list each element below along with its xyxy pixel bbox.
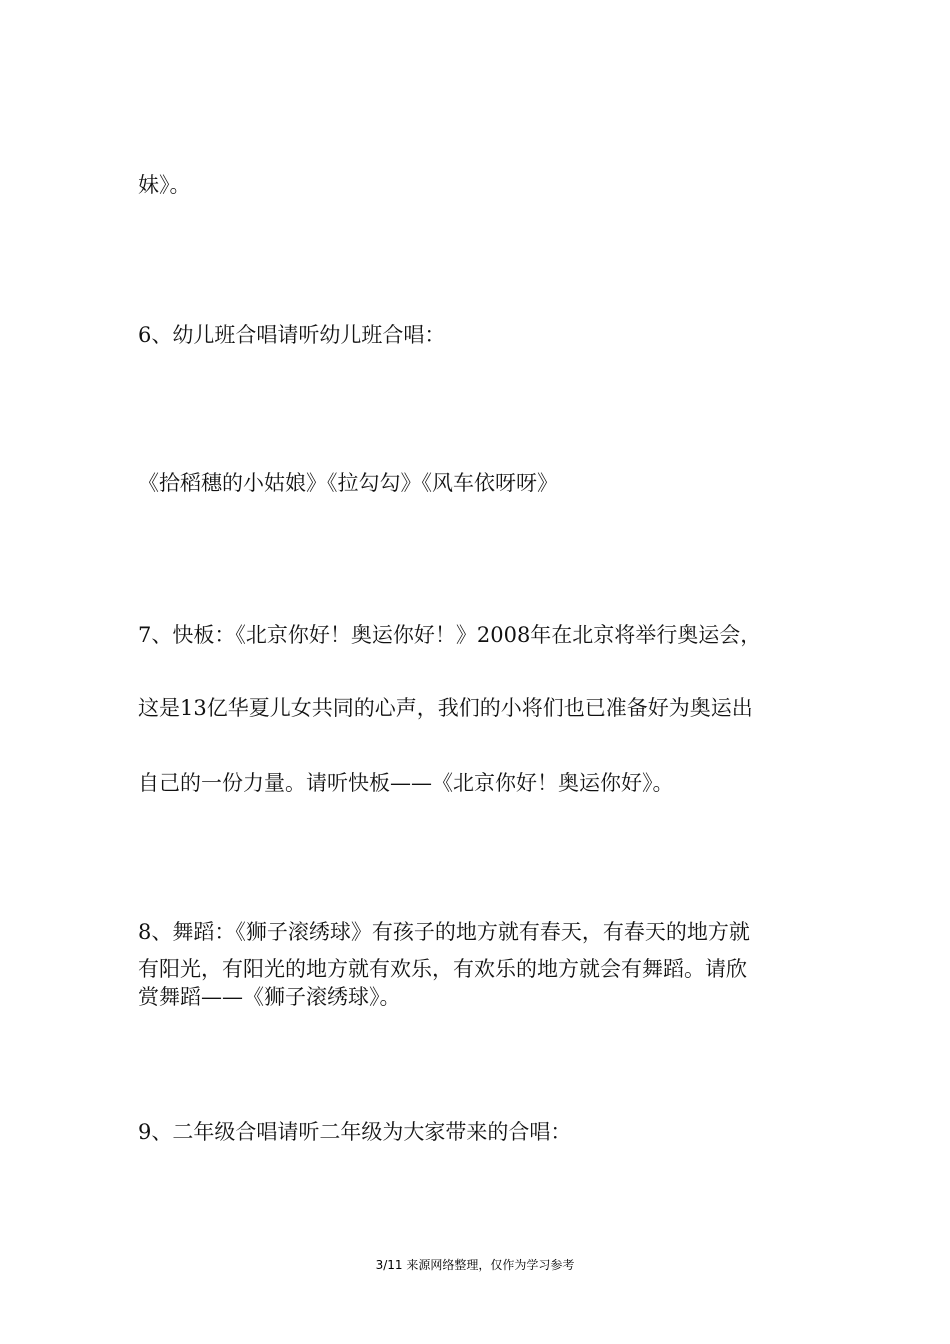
page-footer: 3/11 来源网络整理，仅作为学习参考 [375, 1258, 575, 1272]
text-line-item-9: 9、二年级合唱请听二年级为大家带来的合唱： [138, 1120, 572, 1144]
text-line-item-7: 7、快板：《北京你好！奥运你好！》2008年在北京将举行奥运会， [138, 623, 762, 647]
text-line-item-7-cont-2: 自己的一份力量。请听快板——《北京你好！奥运你好》。 [138, 771, 674, 795]
text-line-item-6: 6、幼儿班合唱请听幼儿班合唱： [138, 323, 446, 347]
text-line-continuation: 妹》。 [138, 173, 191, 197]
text-line-item-8-cont-1: 有阳光，有阳光的地方就有欢乐，有欢乐的地方就会有舞蹈。请欣 [138, 957, 747, 981]
text-line-item-7-cont-1: 这是13亿华夏儿女共同的心声，我们的小将们也已准备好为奥运出 [138, 696, 753, 720]
text-line-item-8-cont-2: 赏舞蹈——《狮子滚绣球》。 [138, 985, 401, 1009]
text-line-item-8: 8、舞蹈：《狮子滚绣球》有孩子的地方就有春天，有春天的地方就 [138, 920, 750, 944]
text-line-song-list: 《拾稻穗的小姑娘》《拉勾勾》《风车依呀呀》 [138, 471, 558, 495]
